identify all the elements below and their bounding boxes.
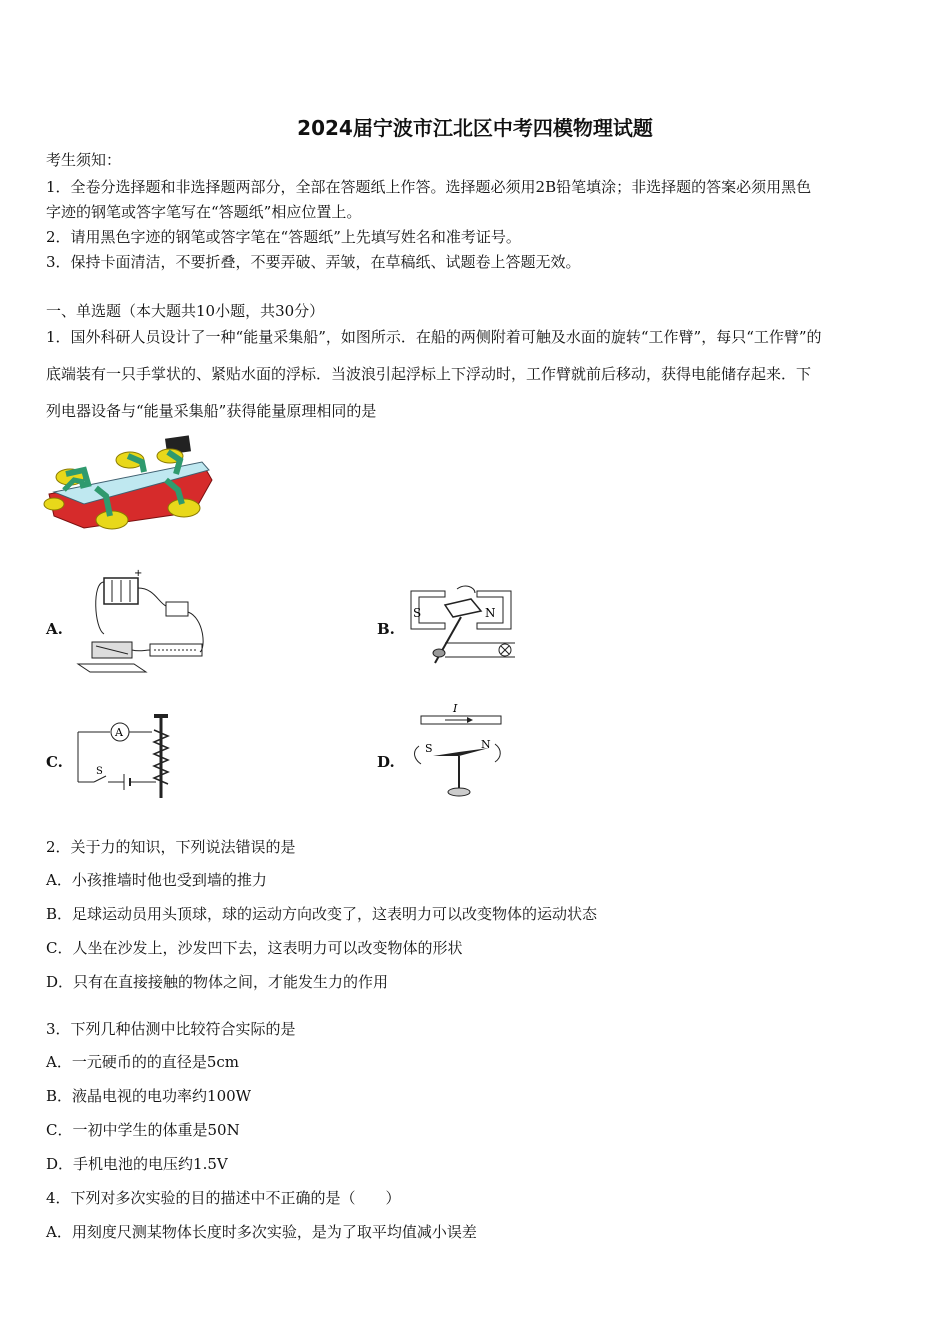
magnet-n-label: N [485,606,496,620]
q3-option-b: B．液晶电视的电功率约100W [46,1087,252,1105]
section-heading: 一、单选题（本大题共10小题，共30分） [46,302,325,320]
q1-option-a-figure [74,568,214,678]
ammeter-label: A [115,726,123,739]
q2-stem: 2．关于力的知识，下列说法错误的是 [46,838,296,856]
q1-option-a-label: A. [46,620,63,638]
energy-ship-figure [44,432,214,544]
q3-option-a: A．一元硬币的的直径是5cm [46,1053,240,1071]
notice-item-1-cont: 字迹的钢笔或答字笔写在“答题纸”相应位置上。 [46,203,362,221]
q1-option-c-label: C. [46,753,63,771]
q2-option-d: D．只有在直接接触的物体之间，才能发生力的作用 [46,973,389,991]
current-i-label: I [453,702,458,715]
svg-text:+: + [134,568,143,579]
q2-option-b: B．足球运动员用头顶球，球的运动方向改变了，这表明力可以改变物体的运动状态 [46,905,598,923]
needle-n-label: N [481,738,491,751]
q3-option-d: D．手机电池的电压约1.5V [46,1155,228,1173]
q1-stem-line-3: 列电器设备与“能量采集船”获得能量原理相同的是 [46,402,377,420]
notice-heading: 考生须知： [46,151,122,169]
q4-option-a: A．用刻度尺测某物体长度时多次实验，是为了取平均值减小误差 [46,1223,477,1241]
q1-option-d-figure [405,700,510,800]
q1-option-c-figure [74,710,174,802]
notice-item-1: 1．全卷分选择题和非选择题两部分，全部在答题纸上作答。选择题必须用2B铅笔填涂；非选择题的答案必须用黑色 [46,178,812,196]
q1-option-b-label: B. [377,620,395,638]
q1-option-d-label: D. [377,753,395,771]
q1-stem-line-1: 1．国外科研人员设计了一种“能量采集船”，如图所示．在船的两侧附着可触及水面的旋转“工作臂”，每只“工作臂”的 [46,328,822,346]
switch-label: S [96,766,103,777]
q1-stem-line-2: 底端装有一只手掌状的、紧贴水面的浮标．当波浪引起浮标上下浮动时，工作臂就前后移动，获得电能储存起来．下 [46,365,812,383]
magnet-s-label: S [413,606,422,620]
q2-option-a: A．小孩推墙时他也受到墙的推力 [46,871,267,889]
q3-option-c: C．一初中学生的体重是50N [46,1121,240,1139]
notice-item-3: 3．保持卡面清洁，不要折叠，不要弄破、弄皱，在草稿纸、试题卷上答题无效。 [46,253,581,271]
page-title: 2024届宁波市江北区中考四模物理试题 [297,116,653,140]
q3-stem: 3．下列几种估测中比较符合实际的是 [46,1020,296,1038]
notice-item-2: 2．请用黑色字迹的钢笔或答字笔在“答题纸”上先填写姓名和准考证号。 [46,228,521,246]
needle-s-label: S [425,742,433,755]
q2-option-c: C．人坐在沙发上，沙发凹下去，这表明力可以改变物体的形状 [46,939,463,957]
q1-option-b-figure [405,583,520,681]
q4-stem: 4．下列对多次实验的目的描述中不正确的是（ ） [46,1189,401,1207]
